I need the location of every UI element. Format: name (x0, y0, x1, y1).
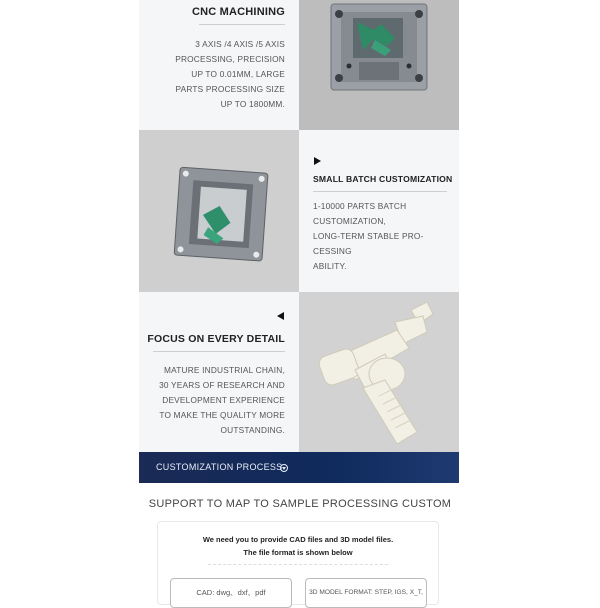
batch-underline (313, 191, 447, 192)
detail-description (139, 363, 285, 438)
detail-line-4: TO MAKE THE QUALITY MORE (159, 410, 285, 420)
detail-underline (153, 351, 285, 352)
panel-divider (208, 564, 388, 565)
cnc-line-3: UP TO 0.01MM, LARGE (191, 69, 285, 79)
cnc-underline (199, 24, 285, 25)
cnc-line-4: PARTS PROCESSING SIZE (175, 84, 285, 94)
support-heading: SUPPORT TO MAP TO SAMPLE PROCESSING CUSTOM (148, 498, 452, 510)
cnc-title: CNC MACHINING (191, 6, 285, 18)
batch-line-1: 1-10000 PARTS BATCH (313, 201, 407, 211)
detail-line-5: OUTSTANDING. (220, 425, 285, 435)
batch-line-4: CESSING (313, 246, 352, 256)
cnc-line-1: 3 AXIS /4 AXIS /5 AXIS (195, 39, 285, 49)
mold-cavity-illustration (139, 130, 299, 292)
detail-line-3: DEVELOPMENT EXPERIENCE (162, 395, 285, 405)
panel-line-2: The file format is shown below (243, 548, 353, 557)
valve-illustration (299, 292, 459, 452)
banner-label: CUSTOMIZATION PROCESS (156, 462, 283, 472)
mold-steel-block-image (299, 0, 459, 130)
batch-title: SMALL BATCH CUSTOMIZATION (313, 174, 453, 184)
batch-text-panel (299, 130, 459, 292)
file-requirements-panel (157, 521, 439, 605)
panel-line-1: We need you to provide CAD files and 3D model files. (202, 535, 394, 544)
detail-line-1: MATURE INDUSTRIAL CHAIN, (164, 365, 285, 375)
batch-line-5: ABILITY. (313, 261, 347, 271)
cnc-text-panel (139, 0, 299, 130)
mold-block-illustration (299, 0, 459, 130)
detail-text-panel (139, 292, 299, 452)
mold-cavity-image (139, 130, 299, 292)
cnc-line-2: PROCESSING, PRECISION (175, 54, 285, 64)
cnc-line-5: UP TO 1800MM. (220, 99, 285, 109)
cad-format-box: CAD: dwg、dxf、pdf (170, 578, 292, 608)
feature-row-batch (139, 130, 459, 292)
feature-row-detail (139, 292, 459, 452)
feature-grid (139, 0, 459, 600)
arrow-left-icon (277, 312, 284, 320)
batch-line-3: LONG-TERM STABLE PRO- (313, 231, 424, 241)
3d-format-box: 3D MODEL FORMAT: STEP, IGS, X_T, (305, 578, 427, 608)
white-plastic-valve-image (299, 292, 459, 452)
batch-description (313, 199, 453, 274)
cnc-description (145, 37, 285, 112)
detail-title: FOCUS ON EVERY DETAIL (147, 333, 285, 345)
customization-process-banner[interactable] (139, 452, 459, 483)
feature-row-cnc (139, 0, 459, 130)
detail-line-2: 30 YEARS OF RESEARCH AND (159, 380, 285, 390)
batch-line-2: CUSTOMIZATION, (313, 216, 387, 226)
arrow-right-icon (314, 157, 321, 165)
chevron-circle-icon (280, 464, 288, 472)
